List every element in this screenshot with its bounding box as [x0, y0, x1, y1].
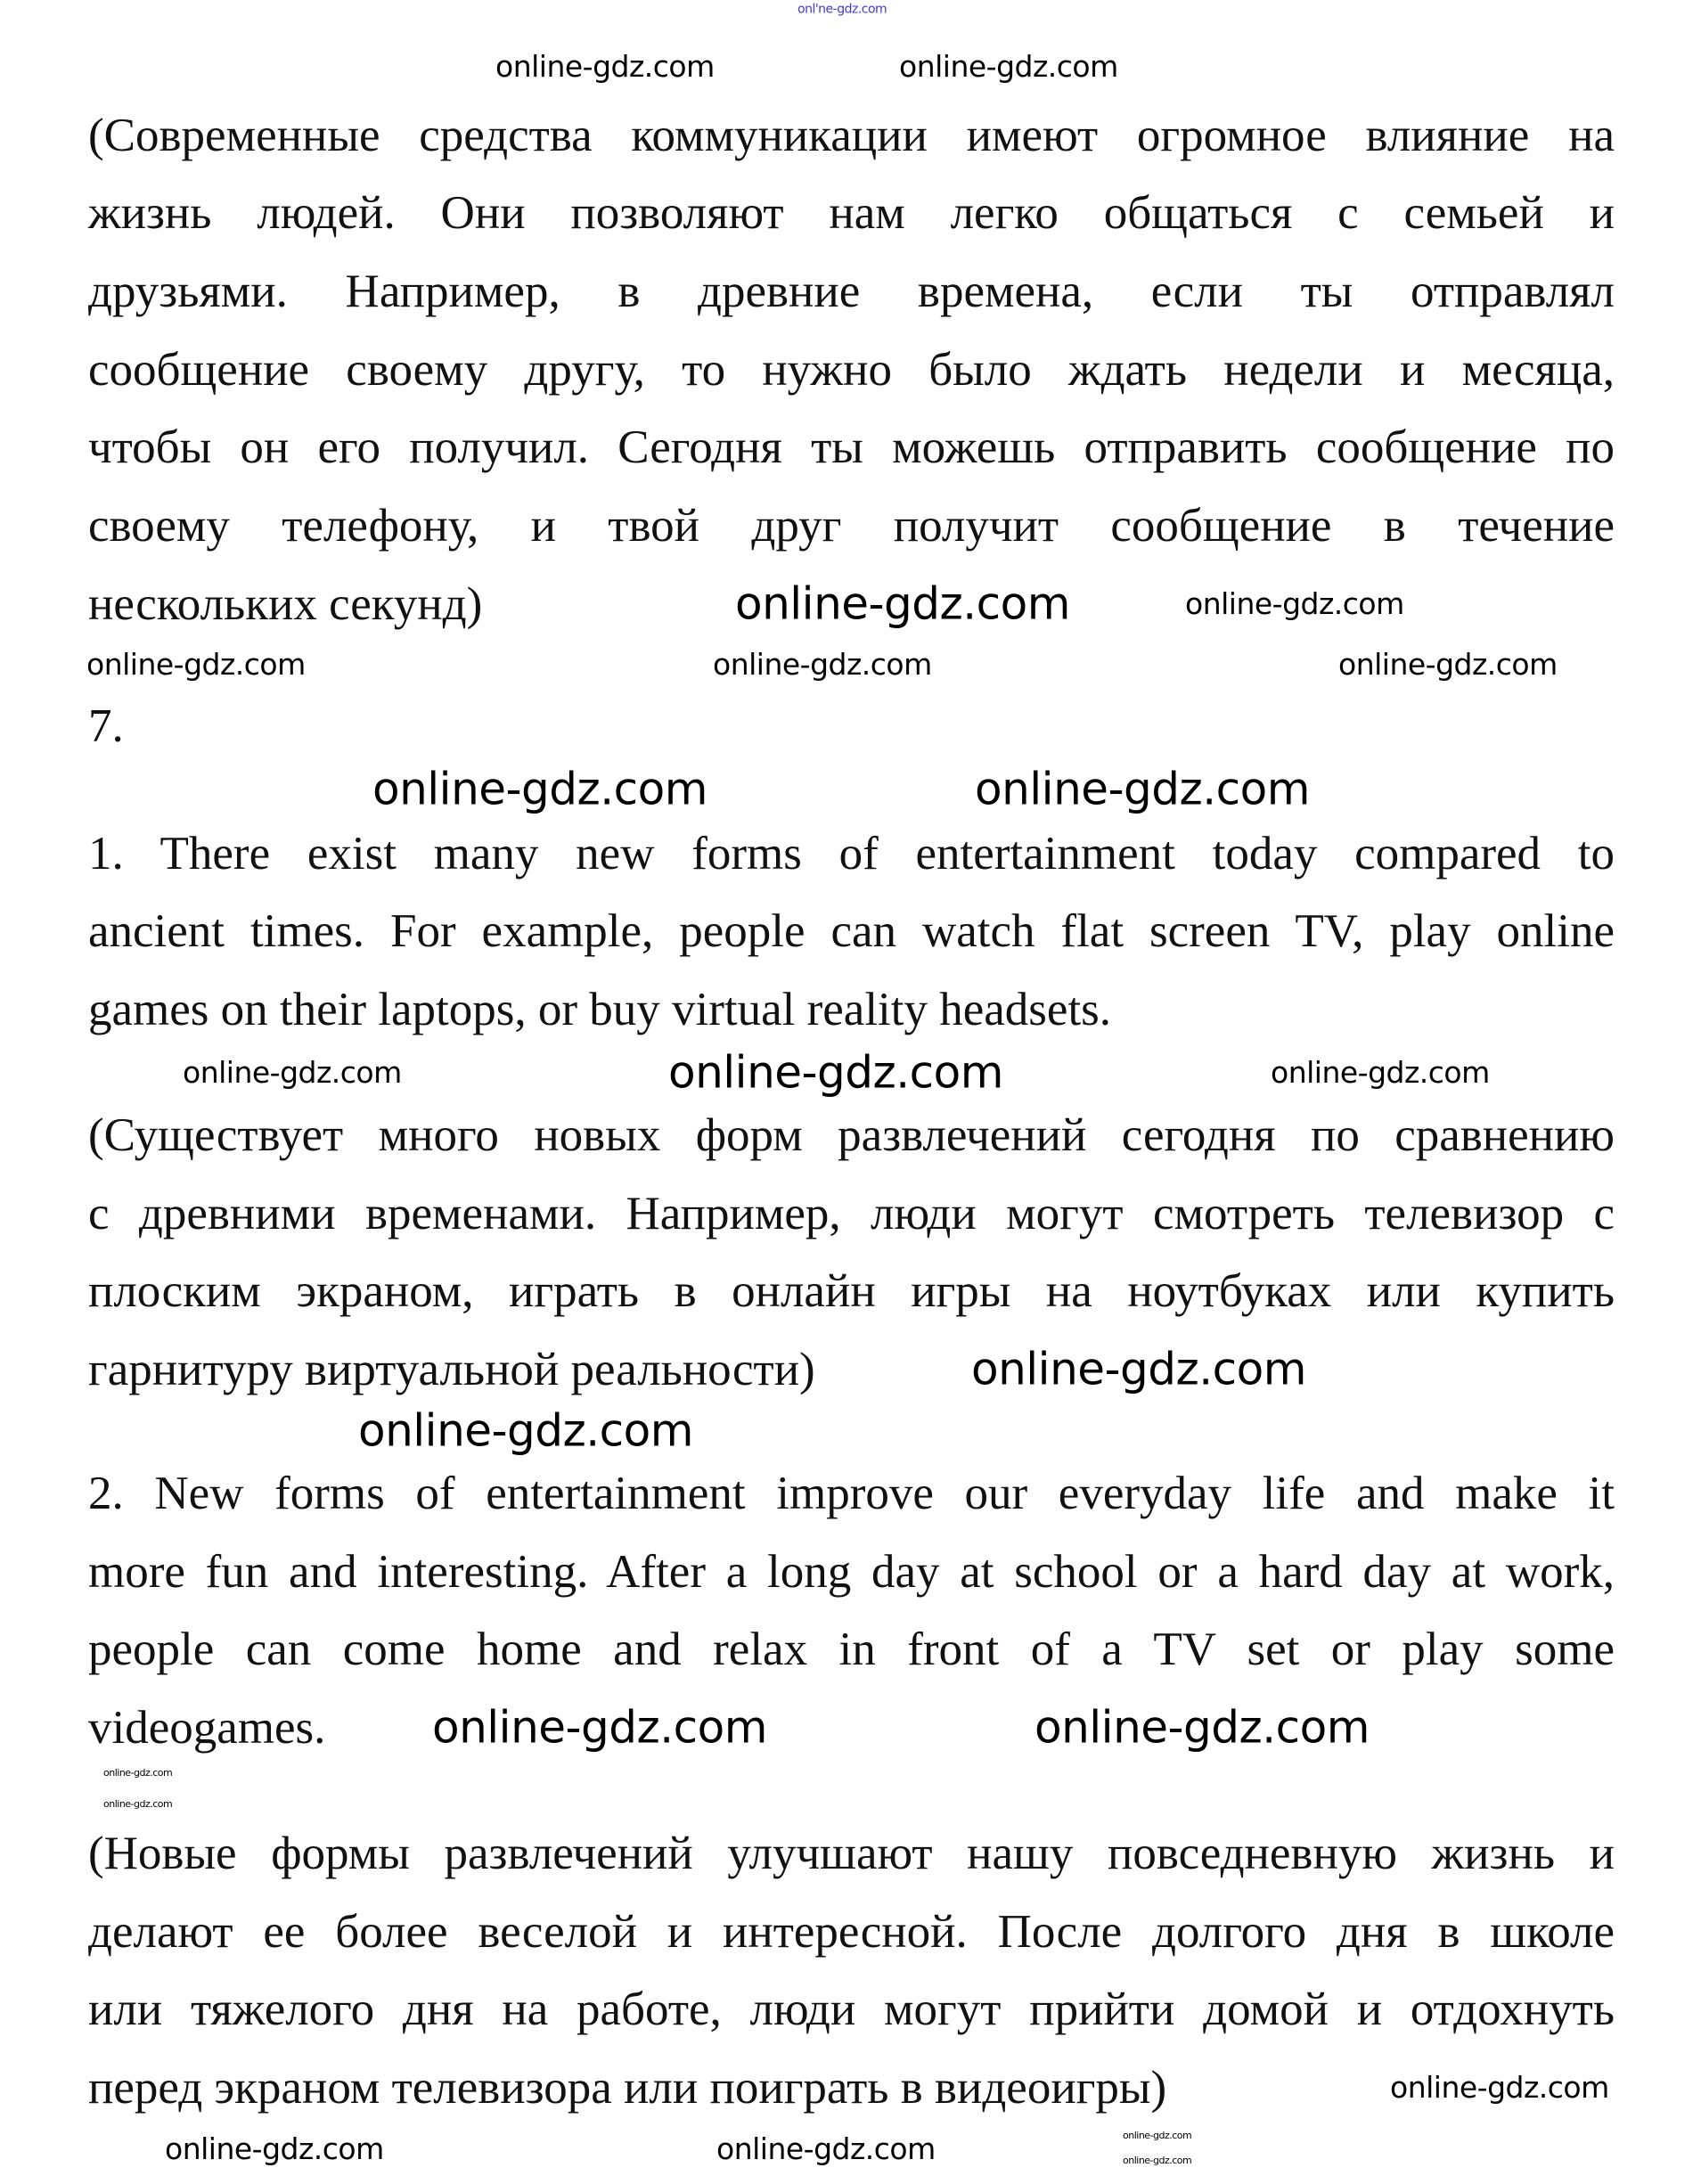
watermark: online-gdz.com [1035, 1701, 1370, 1754]
text-line: жизнь людей. Они позволяют нам легко общаться с семьей и [88, 187, 1615, 239]
text-line: гарнитуру виртуальной реальности) [88, 1344, 815, 1395]
text-line: чтобы он его получил. Сегодня ты можешь отправить сообщение по [88, 421, 1615, 473]
text-line: ancient times. For example, people can watch flat screen TV, play online [88, 905, 1615, 957]
watermark: online-gdz.com [1123, 2129, 1192, 2141]
watermark: online-gdz.com [1390, 2069, 1609, 2105]
text-line: people can come home and relax in front of a TV set or play some [88, 1624, 1615, 1675]
watermark: online-gdz.com [735, 577, 1070, 630]
watermark: online-gdz.com [1123, 2154, 1192, 2166]
watermark: online-gdz.com [103, 1797, 173, 1810]
text-line: videogames. [88, 1702, 326, 1754]
text-line: плоским экраном, играть в онлайн игры на ноутбуках или купить [88, 1265, 1615, 1317]
watermark: online-gdz.com [899, 48, 1118, 84]
text-line: (Новые формы развлечений улучшают нашу повседневную жизнь и [88, 1828, 1615, 1879]
text-line: друзьями. Например, в древние времена, если ты отправлял [88, 266, 1615, 317]
watermark: online-gdz.com [1185, 585, 1404, 621]
watermark: online-gdz.com [1271, 1054, 1490, 1090]
text-line: (Современные средства коммуникации имеют огромное влияние на [88, 110, 1615, 161]
watermark: online-gdz.com [971, 1343, 1306, 1395]
watermark: online-gdz.com [1338, 646, 1558, 682]
text-line: делают ее более веселой и интересной. После долгого дня в школе [88, 1906, 1615, 1958]
text-line: 7. [88, 700, 124, 752]
text-line: (Существует много новых форм развлечений сегодня по сравнению [88, 1109, 1615, 1161]
watermark: online-gdz.com [975, 763, 1310, 815]
watermark: online-gdz.com [165, 2131, 384, 2166]
watermark: online-gdz.com [716, 2131, 936, 2166]
watermark: online-gdz.com [668, 1046, 1003, 1099]
text-line: нескольких секунд) [88, 578, 483, 630]
text-line: перед экраном телевизора или поиграть в видеоигры) [88, 2062, 1167, 2114]
text-line: или тяжелого дня на работе, люди могут прийти домой и отдохнуть [88, 1984, 1615, 2035]
watermark: onl'ne-gdz.com [797, 2, 887, 17]
text-line: 2. New forms of entertainment improve our everyday life and make it [88, 1468, 1615, 1519]
text-line: с древними временами. Например, люди могут смотреть телевизор с [88, 1188, 1615, 1239]
text-line: 1. There exist many new forms of entertainment today compared to [88, 828, 1615, 879]
text-line: своему телефону, и твой друг получит сообщение в течение [88, 500, 1615, 552]
watermark: online-gdz.com [495, 48, 715, 84]
watermark: online-gdz.com [103, 1766, 173, 1779]
watermark: online-gdz.com [358, 1404, 693, 1457]
watermark: online-gdz.com [432, 1701, 767, 1754]
text-line: games on their laptops, or buy virtual reality headsets. [88, 984, 1112, 1035]
watermark: online-gdz.com [713, 646, 932, 682]
text-line: more fun and interesting. After a long day at school or a hard day at work, [88, 1546, 1615, 1598]
text-line: сообщение своему другу, то нужно было ждать недели и месяца, [88, 344, 1615, 396]
watermark: online-gdz.com [86, 646, 306, 682]
watermark: online-gdz.com [372, 763, 707, 815]
watermark: online-gdz.com [183, 1054, 402, 1090]
